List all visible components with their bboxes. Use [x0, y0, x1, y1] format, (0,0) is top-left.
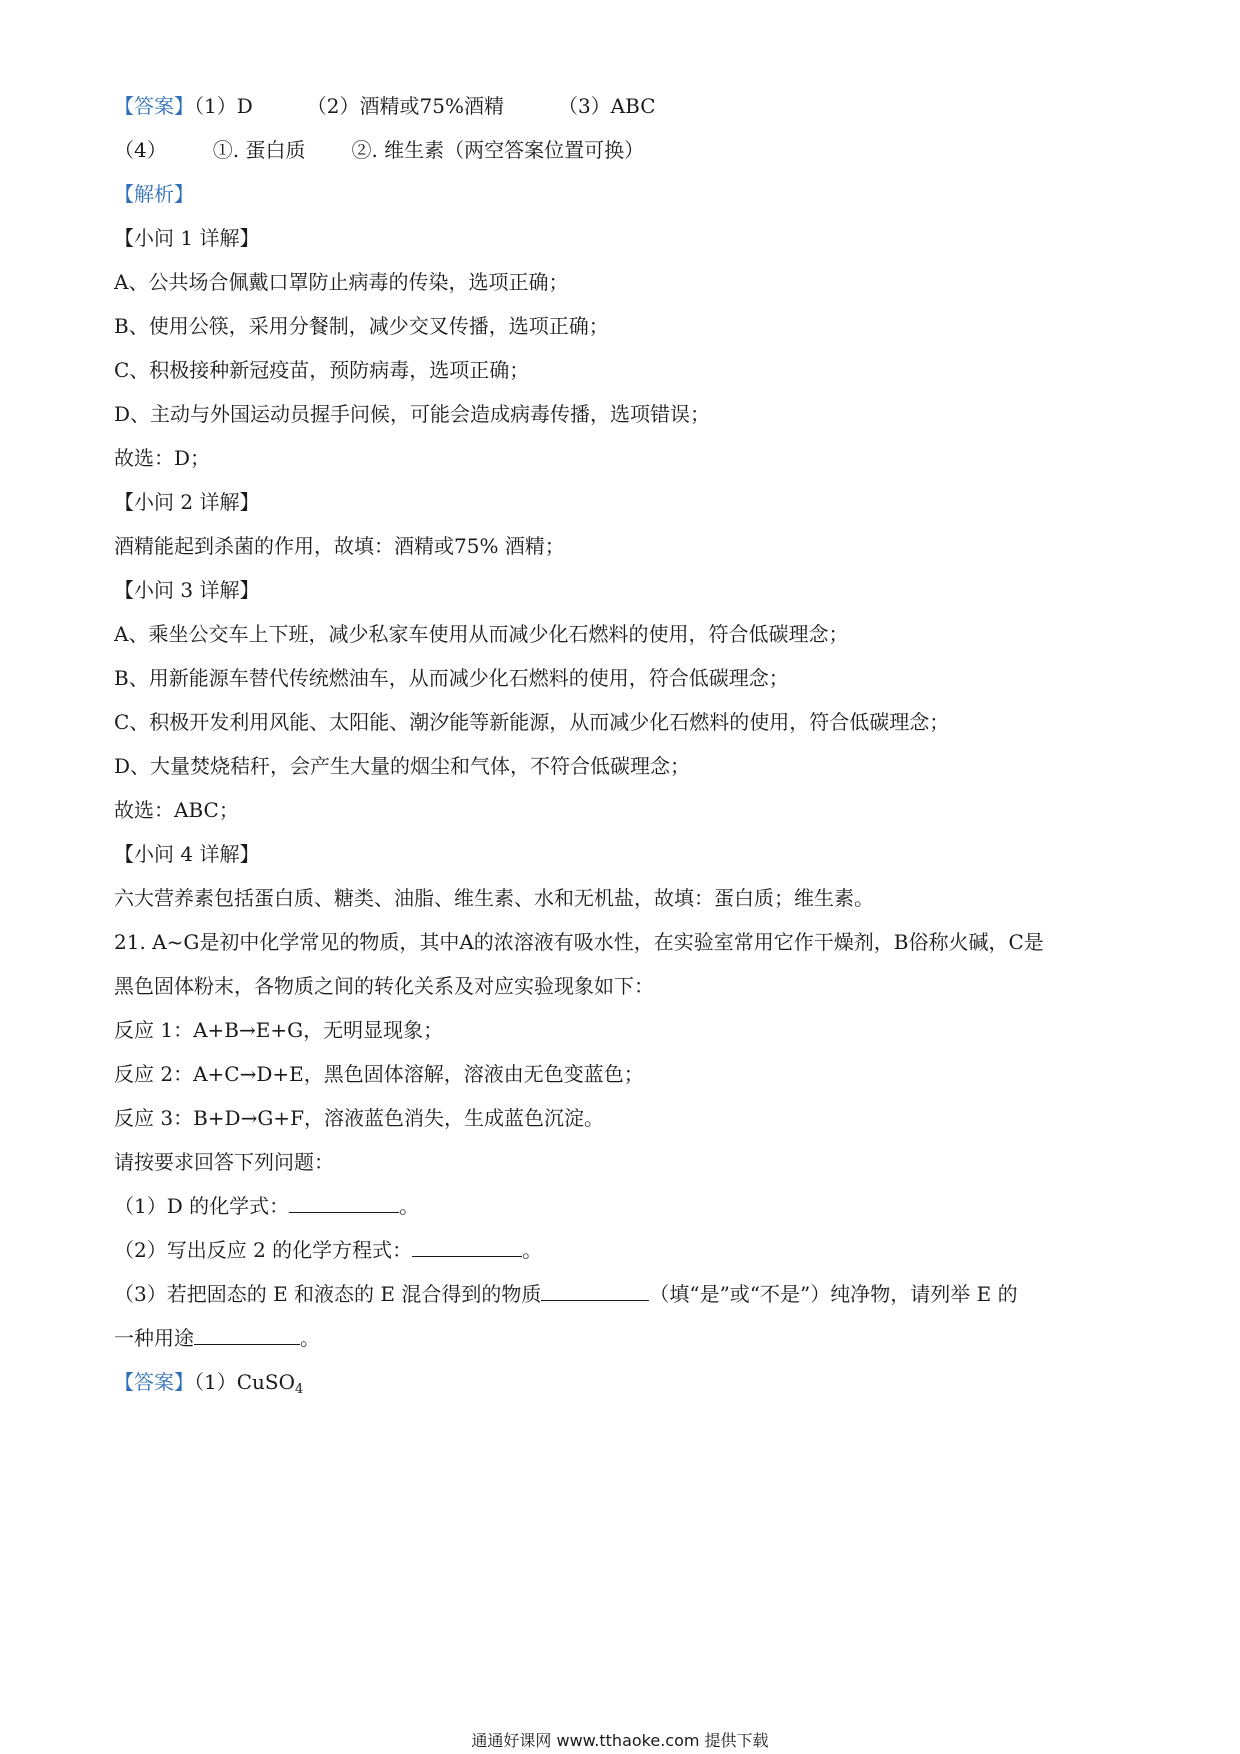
answer-2-subscript: 4	[295, 1382, 304, 1397]
answer-q4-option2: ②. 维生素（两空答案位置可换）	[351, 138, 645, 162]
q21-stem-line-1: 21. A~G是初中化学常见的物质，其中A的浓溶液有吸水性，在实验室常用它作干燥剂，B俗称火碱，C是	[114, 930, 1044, 954]
sub1-line-c: C、积极接种新冠疫苗，预防病毒，选项正确；	[114, 358, 530, 382]
answer-line-2	[114, 136, 644, 164]
q21-part-3-blank-2[interactable]	[194, 1324, 300, 1345]
q21-reaction-3: 反应 3：B+D→G+F，溶液蓝色消失，生成蓝色沉淀。	[114, 1106, 604, 1130]
sub1-heading: 【小问 1 详解】	[114, 226, 260, 250]
q21-part-2-blank[interactable]	[412, 1236, 522, 1257]
sub1-conclusion: 故选：D；	[114, 446, 211, 470]
q21-part-3-text-2: （填“是”或“不是”）纯净物，请列举 E 的	[649, 1282, 1018, 1306]
q21-part-3-text-3: 一种用途	[114, 1326, 194, 1350]
q21-part-1-text: （1）D 的化学式：	[114, 1194, 290, 1218]
answer-q3: （3）ABC	[557, 94, 656, 118]
sub3-line-d: D、大量焚烧秸秆，会产生大量的烟尘和气体，不符合低碳理念；	[114, 754, 691, 778]
sub1-line-a: A、公共场合佩戴口罩防止病毒的传染，选项正确；	[114, 270, 569, 294]
answer-2-tag: 【答案】	[114, 1370, 194, 1394]
q21-reaction-1: 反应 1：A+B→E+G，无明显现象；	[114, 1018, 444, 1042]
answer-q4-option1: ①. 蛋白质	[212, 138, 306, 162]
sub3-line-b: B、用新能源车替代传统燃油车，从而减少化石燃料的使用，符合低碳理念；	[114, 666, 789, 690]
sub2-heading: 【小问 2 详解】	[114, 490, 260, 514]
sub4-line: 六大营养素包括蛋白质、糖类、油脂、维生素、水和无机盐，故填：蛋白质；维生素。	[114, 886, 874, 910]
answer-tag: 【答案】	[114, 94, 194, 118]
page-footer: 通通好课网 www.tthaoke.com 提供下载	[471, 1731, 769, 1750]
answer-q1: （1）D	[194, 94, 253, 118]
sub1-line-d: D、主动与外国运动员握手问候，可能会造成病毒传播，选项错误；	[114, 402, 711, 426]
q21-part-2-end: 。	[522, 1238, 543, 1262]
answer-q2: （2）酒精或75%酒精	[306, 94, 504, 118]
q21-part-3	[114, 1280, 1018, 1308]
analysis-tag: 【解析】	[114, 182, 194, 206]
q21-part-1	[114, 1192, 419, 1220]
sub4-heading: 【小问 4 详解】	[114, 842, 260, 866]
q21-part-3-cont	[114, 1324, 320, 1352]
answer-line-1	[114, 92, 656, 120]
sub3-line-a: A、乘坐公交车上下班，减少私家车使用从而减少化石燃料的使用，符合低碳理念；	[114, 622, 849, 646]
q21-part-1-end: 。	[399, 1194, 420, 1218]
q21-reaction-2: 反应 2：A+C→D+E，黑色固体溶解，溶液由无色变蓝色；	[114, 1062, 644, 1086]
sub3-line-c: C、积极开发利用风能、太阳能、潮汐能等新能源，从而减少化石燃料的使用，符合低碳理念；	[114, 710, 950, 734]
sub2-line: 酒精能起到杀菌的作用，故填：酒精或75% 酒精；	[114, 534, 565, 558]
sub3-heading: 【小问 3 详解】	[114, 578, 260, 602]
q21-part-3-end: 。	[300, 1326, 320, 1350]
q21-prompt: 请按要求回答下列问题：	[114, 1150, 334, 1174]
answer-q4: （4）	[114, 138, 167, 162]
q21-stem-line-2: 黑色固体粉末，各物质之间的转化关系及对应实验现象如下：	[114, 974, 654, 998]
q21-part-2-text: （2）写出反应 2 的化学方程式：	[114, 1238, 413, 1262]
q21-part-3-blank-1[interactable]	[541, 1280, 649, 1301]
sub3-conclusion: 故选：ABC；	[114, 798, 239, 822]
q21-part-2	[114, 1236, 542, 1264]
q21-part-1-blank[interactable]	[289, 1192, 399, 1213]
q21-part-3-text: （3）若把固态的 E 和液态的 E 混合得到的物质	[114, 1282, 542, 1306]
answer-2-line	[114, 1368, 303, 1396]
sub1-line-b: B、使用公筷，采用分餐制，减少交叉传播，选项正确；	[114, 314, 609, 338]
answer-2-text: （1）CuSO	[194, 1370, 296, 1394]
